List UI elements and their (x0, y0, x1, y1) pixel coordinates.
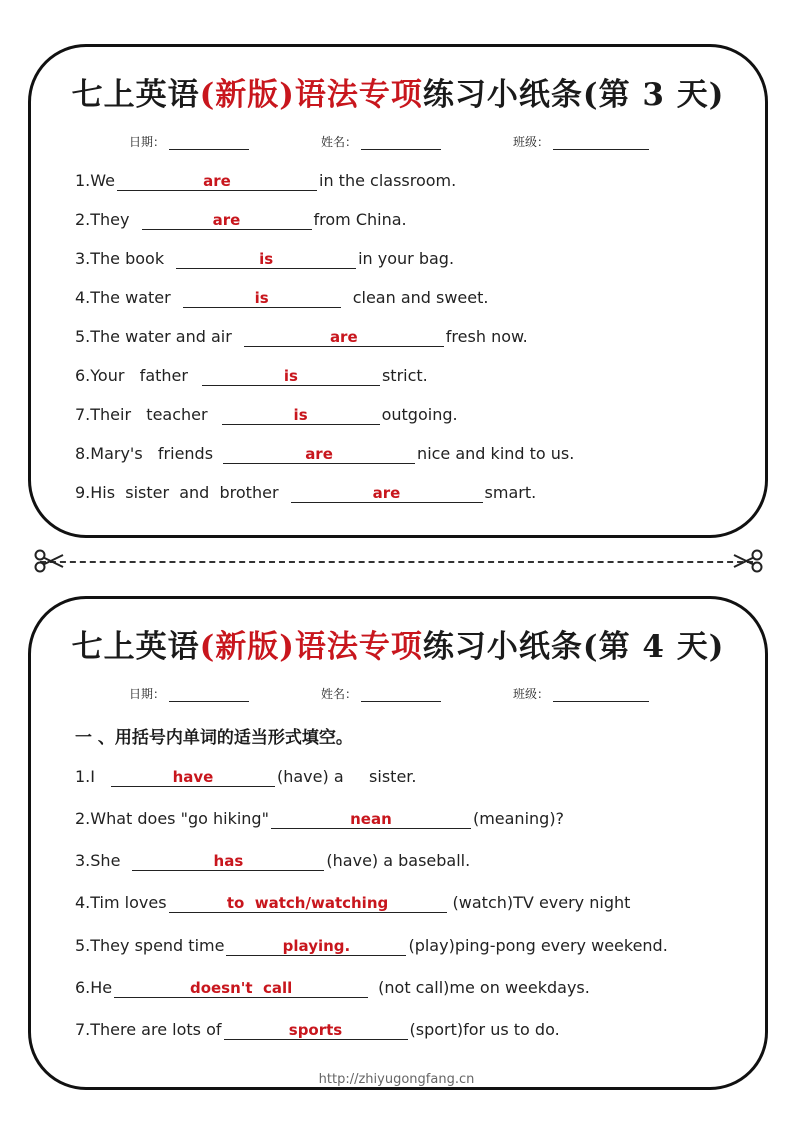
question-row: 3.She has (have) a baseball. (75, 851, 471, 870)
question-row: 9.His sister and brother are smart. (75, 483, 537, 502)
answer-blank[interactable]: is (183, 289, 341, 308)
title-suffix: 练习小纸条(第 4 天) (422, 629, 725, 665)
answer-blank[interactable]: are (291, 484, 483, 503)
answer-blank[interactable]: doesn't call (114, 979, 368, 998)
question-row: 1.We are in the classroom. (75, 171, 457, 190)
answer-blank[interactable]: is (176, 250, 356, 269)
title-highlight: (新版)语法专项 (199, 77, 423, 113)
instruction-heading: 一 、用括号内单词的适当形式填空。 (75, 728, 353, 748)
title-suffix: 练习小纸条(第 3 天) (422, 77, 725, 113)
question-row: 5.They spend time playing. (play)ping-pong every weekend. (75, 936, 668, 955)
question-row: 7.Their teacher is outgoing. (75, 405, 458, 424)
card-title (31, 69, 765, 114)
date-field[interactable]: 日期： (129, 133, 321, 150)
question-row: 2.What does "go hiking" nean (meaning)? (75, 809, 565, 828)
answer-blank[interactable]: nean (271, 810, 471, 829)
class-field[interactable]: 班级： (513, 685, 705, 702)
answer-blank[interactable]: sports (224, 1021, 408, 1040)
answer-blank[interactable]: is (222, 406, 380, 425)
answer-blank[interactable]: have (111, 768, 275, 787)
title-highlight: (新版)语法专项 (199, 629, 423, 665)
question-row: 2.They are from China. (75, 210, 407, 229)
answer-blank[interactable]: playing. (226, 937, 406, 956)
answer-blank[interactable]: are (142, 211, 312, 230)
name-field[interactable]: 姓名： (321, 133, 513, 150)
name-field[interactable]: 姓名： (321, 685, 513, 702)
student-info-row (129, 685, 705, 702)
question-row: 4.Tim loves to watch/watching (watch)TV every night (75, 893, 631, 912)
scissors-icon (34, 548, 64, 574)
class-field[interactable]: 班级： (513, 133, 705, 150)
worksheet-card-day3 (28, 44, 768, 538)
answer-blank[interactable]: are (244, 328, 444, 347)
question-row: 3.The book is in your bag. (75, 249, 455, 268)
date-field[interactable]: 日期： (129, 685, 321, 702)
question-row: 6.He doesn't call (not call)me on weekdays. (75, 978, 590, 997)
worksheet-card-day4 (28, 596, 768, 1090)
answer-blank[interactable]: are (117, 172, 317, 191)
title-prefix: 七上英语 (71, 77, 200, 113)
scissors-icon (733, 548, 763, 574)
title-prefix: 七上英语 (71, 629, 200, 665)
answer-blank[interactable]: has (132, 852, 324, 871)
question-row: 1.I have (have) a sister. (75, 767, 417, 786)
question-row: 4.The water is clean and sweet. (75, 288, 489, 307)
question-row: 5.The water and air are fresh now. (75, 327, 528, 346)
question-row: 6.Your father is strict. (75, 366, 428, 385)
footer-url[interactable]: http://zhiyugongfang.cn (318, 1072, 475, 1087)
answer-blank[interactable]: are (223, 445, 415, 464)
student-info-row (129, 133, 705, 150)
card-title (31, 621, 765, 666)
cut-line (40, 561, 753, 563)
question-row: 7.There are lots of sports (sport)for us to do. (75, 1020, 560, 1039)
answer-blank[interactable]: is (202, 367, 380, 386)
answer-blank[interactable]: to watch/watching (169, 894, 447, 913)
question-row: 8.Mary's friends are nice and kind to us. (75, 444, 575, 463)
